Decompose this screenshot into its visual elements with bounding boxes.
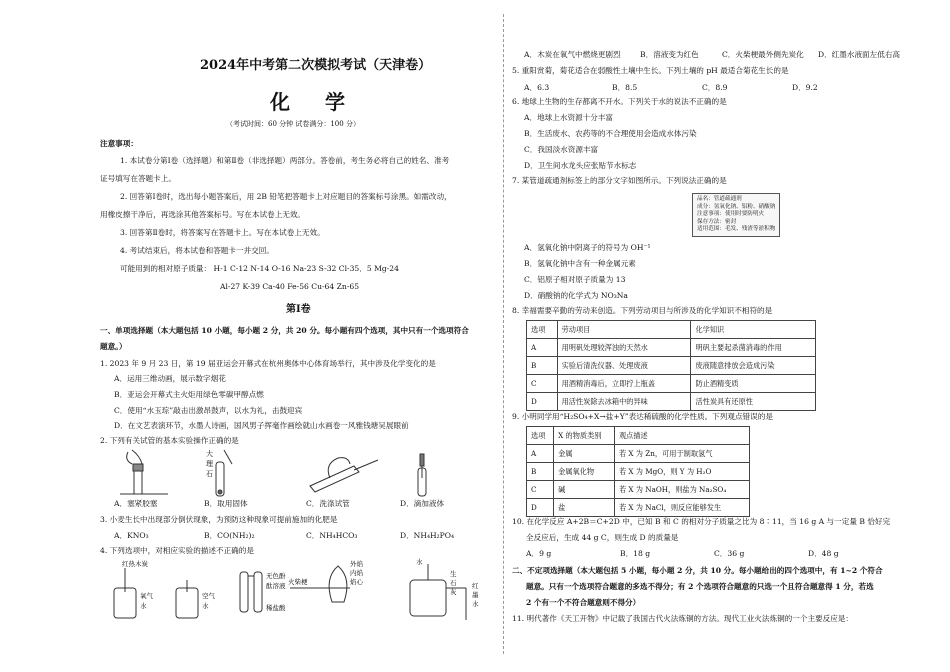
section-heading: 一、单项选择题（本大题包括 10 小题，每小题 2 分，共 20 分。每小题有四个选项，其中只有一个选项符合 xyxy=(100,326,469,335)
q8-table xyxy=(526,320,816,411)
option: A．氢氧化钠中阴离子的符号为 OH⁻¹ xyxy=(524,243,651,252)
table-header-row xyxy=(527,321,816,339)
label-line: 品名：管道疏通剂 xyxy=(697,196,742,202)
fig-label: 生 xyxy=(450,570,457,578)
exam-title: 2024年中考第二次模拟考试（天津卷） xyxy=(200,58,432,73)
cell: C xyxy=(527,481,554,499)
option: A．6.3 xyxy=(524,83,550,92)
atomic-mass-line: Al-27 K-39 Ca-40 Fe-56 Cu-64 Zn-65 xyxy=(220,282,360,291)
cell: C xyxy=(527,375,558,393)
question-stem: 1. 2023 年 9 月 23 日，第 19 届亚运会开幕式在杭州奥体中心体育场举行，其中涉及化学变化的是 xyxy=(100,359,436,368)
option: C．8.9 xyxy=(702,83,728,92)
atomic-mass-line: 可能用到的相对原子质量： H-1 C-12 N-14 O-16 Na-23 S-32 Cl-35．5 Mg-24 xyxy=(120,264,399,273)
option: C．铝原子相对原子质量为 13 xyxy=(524,275,626,284)
fig-label: 火柴梗 xyxy=(288,578,308,586)
cell: 若 X 为 MgO，则 Y 为 H₂O xyxy=(614,463,749,481)
option: A．木炭在氧气中燃烧更剧烈 xyxy=(524,50,621,59)
fig-label: 水 xyxy=(140,602,147,610)
section-heading: 题意。只有一个选项符合题意的多选不得分；有 2 个选项符合题意的只选一个且符合题意得 1 分，若选 xyxy=(526,582,874,591)
cell: 实验后清洗仪器、处理废液 xyxy=(557,357,691,375)
test-tube-figures xyxy=(120,448,500,500)
question-stem: 6. 地球上生物的生存都离不开水。下列关于水的说法不正确的是 xyxy=(512,97,727,106)
table-row xyxy=(527,499,750,517)
question-stem: 10. 在化学反应 A+2B＝C+2D 中，已知 B 和 C 的相对分子质量之比为 8∶11，当 16 g A 与一定量 B 恰好完 xyxy=(512,517,891,526)
fig-label: 外焰 xyxy=(350,560,363,568)
note-line: 4. 考试结束后，将本试卷和答题卡一并交回。 xyxy=(120,246,274,255)
option: D．NH₄H₂PO₄ xyxy=(400,531,455,540)
question-stem: 2. 下列有关试管的基本实验操作正确的是 xyxy=(100,436,239,445)
left-column xyxy=(100,0,496,672)
option: B．氢氧化钠中含有一种金属元素 xyxy=(524,259,636,268)
note-line: 用橡皮擦干净后，再选涂其他答案标号。写在本试卷上无效。 xyxy=(100,210,306,219)
option: C．火柴梗最外侧先炭化 xyxy=(722,50,804,59)
figure-c-wash xyxy=(310,458,378,492)
fig-text: 石 xyxy=(206,470,213,478)
cell: 若 X 为 NaCl，则反应能够发生 xyxy=(614,499,749,517)
fig-label: 焰心 xyxy=(350,578,363,586)
option: C．NH₄HCO₃ xyxy=(306,531,358,540)
question-stem: 7. 某管道疏通剂标签上的部分文字如图所示。下列说法正确的是 xyxy=(512,176,727,185)
option: A．KNO₃ xyxy=(114,531,149,540)
section-title: 第Ⅰ卷 xyxy=(286,304,311,315)
option: D．在文艺表演环节，水墨人诗画，国风男子挥毫作画绘就山水画卷一风雅钱塘吴展眼前 xyxy=(114,421,409,430)
label-line: 注意事项：使用时要防明火 xyxy=(697,211,765,218)
figure-b-solid xyxy=(216,450,232,496)
question-stem: 11. 明代著作《天工开物》中记载了我国古代火法炼铜的方法。现代工业火法炼铜的一个主要反应是： xyxy=(512,614,854,623)
table-row xyxy=(527,393,816,411)
option: B．生活废水、农药等的不合理使用会造成水体污染 xyxy=(524,129,697,138)
fig-label: 红热木炭 xyxy=(122,560,148,568)
figure-a-stopper xyxy=(120,450,168,494)
table-row xyxy=(527,463,750,481)
fig-label: 酞溶液 xyxy=(266,582,286,590)
cell: 防止酒精变质 xyxy=(691,375,816,393)
cell: 废液随意排放会造成污染 xyxy=(691,357,816,375)
option: C．我国淡水资源丰富 xyxy=(524,145,599,154)
cell: 若 X 为 Zn，可用于制取氢气 xyxy=(614,445,749,463)
label-line: 保存方法：密封 xyxy=(697,218,737,225)
table-row xyxy=(527,481,750,499)
header-cell: X 的物质类别 xyxy=(554,427,615,445)
cell: A xyxy=(527,339,558,357)
option: A．地球上水资源十分丰富 xyxy=(524,113,614,122)
fig-label: 稀盐酸 xyxy=(266,604,286,612)
note-line: 1. 本试卷分第Ⅰ卷（选择题）和第Ⅱ卷（非选择题）两部分。答卷前，考生务必将自己的姓名、准考 xyxy=(120,156,450,165)
table-row xyxy=(527,375,816,393)
section-heading: 2 个有一个不符合题意则不得分） xyxy=(526,598,641,607)
option: D．硝酸钠的化学式为 NO₃Na xyxy=(524,291,628,300)
table-header-row xyxy=(527,427,750,445)
note-line: 证号填写在答题卡上。 xyxy=(100,174,176,183)
header-cell: 观点描述 xyxy=(614,427,749,445)
cell: 用活性炭除去冰箱中的异味 xyxy=(557,393,691,411)
option: B．CO(NH₂)₂ xyxy=(204,531,255,540)
column-divider xyxy=(503,14,504,654)
option: B．溶液变为红色 xyxy=(640,50,699,59)
cell: 用酒精消毒后，立即拧上瓶盖 xyxy=(557,375,691,393)
option: C．洗涤试管 xyxy=(306,499,350,508)
option: B．18 g xyxy=(620,549,651,558)
fig-label: 墨 xyxy=(472,591,479,599)
fig-label: 水 xyxy=(416,558,423,566)
cell: 明矾主要起杀菌消毒的作用 xyxy=(691,339,816,357)
table-row xyxy=(527,339,816,357)
table-row xyxy=(527,445,750,463)
product-label xyxy=(692,193,780,237)
header-cell: 化学知识 xyxy=(691,321,816,339)
note-line: 3. 回答第Ⅱ卷时，将答案写在答题卡上。写在本试卷上无效。 xyxy=(120,228,325,237)
fig-text: 理 xyxy=(206,460,213,468)
cell: D xyxy=(527,499,554,517)
fig-label: 水 xyxy=(202,602,209,610)
option: D．卫生间水龙头应张贴节水标志 xyxy=(524,161,637,170)
cell: 金属 xyxy=(554,445,615,463)
fig-label: 无色酚 xyxy=(266,572,286,580)
option: C．36 g xyxy=(714,549,745,558)
q9-table xyxy=(526,426,750,517)
question-stem: 5. 重阳赏菊，菊花适合在弱酸性土壤中生长。下列土壤的 pH 最适合菊花生长的是 xyxy=(512,66,789,75)
cell: 用明矾处理较浑浊的天然水 xyxy=(557,339,691,357)
label-line: 成分：氢氧化钠、铝粉、硝酸钠 xyxy=(697,203,776,210)
header-cell: 选项 xyxy=(527,427,554,445)
option: D．滴加液体 xyxy=(400,499,445,508)
cell: 碱 xyxy=(554,481,615,499)
option: D．9.2 xyxy=(792,83,818,92)
fig-label: 红 xyxy=(472,582,479,590)
cell: B xyxy=(527,463,554,481)
exam-info: （考试时间：60 分钟 试卷满分：100 分） xyxy=(226,120,360,128)
fig-label: 空气 xyxy=(202,592,215,600)
cell: 若 X 为 NaOH，则盐为 Na₂SO₄ xyxy=(614,481,749,499)
fig-label: 内焰 xyxy=(350,569,363,577)
option: A．9 g xyxy=(526,549,552,558)
cell: 活性炭具有还原性 xyxy=(691,393,816,411)
option: B．取用固体 xyxy=(204,499,248,508)
question-stem: 4. 下列选项中，对相应实验的描述不正确的是 xyxy=(100,546,254,555)
fig-label: 石 xyxy=(450,579,457,587)
header-cell: 劳动项目 xyxy=(557,321,691,339)
header-cell: 选项 xyxy=(527,321,558,339)
cell: D xyxy=(527,393,558,411)
option: A．塞紧胶塞 xyxy=(114,499,158,508)
experiment-figures xyxy=(110,558,496,628)
figure-d-drop xyxy=(418,454,426,496)
section-heading: 题意。） xyxy=(100,342,127,351)
option: A．运用三维动画，展示数字烟花 xyxy=(114,374,226,383)
option: D．48 g xyxy=(808,549,839,558)
fig-label: 氧气 xyxy=(140,592,153,600)
option: D．红墨水液面左低右高 xyxy=(818,50,901,59)
fig-text: 大 xyxy=(206,450,213,458)
fig-label: 水 xyxy=(472,600,479,608)
note-line: 2. 回答第Ⅰ卷时，选出每小题答案后，用 2B 铅笔把答题卡上对应题目的答案标号涂黑。如需改动， xyxy=(120,192,452,201)
section-heading: 二、不定项选择题（本大题包括 5 小题，每小题 2 分，共 10 分。每小题给出的四个选项中，有 1~2 个符合 xyxy=(512,566,883,575)
option: B．亚运会开幕式主火炬用绿色零碳甲醇点燃 xyxy=(114,390,264,399)
fig-label: 灰 xyxy=(450,588,457,596)
question-stem: 3. 小麦生长中出现部分倒伏现象，为预防这种现象可提前施加的化肥是 xyxy=(100,515,338,524)
option: B．8.5 xyxy=(612,83,638,92)
notes-heading: 注意事项： xyxy=(100,139,138,148)
cell: 盐 xyxy=(554,499,615,517)
cell: 金属氧化物 xyxy=(554,463,615,481)
question-stem: 9. 小明同学用“H₂SO₄+X→盐+Y”表达稀硫酸的化学性质。下列观点错误的是 xyxy=(512,412,773,421)
label-line: 适用范围：毛发、残渣等淤积物 xyxy=(697,226,776,233)
cell: A xyxy=(527,445,554,463)
question-stem: 全反应后，生成 44 g C，则生成 D 的质量是 xyxy=(526,533,679,542)
cell: B xyxy=(527,357,558,375)
right-column xyxy=(512,0,912,672)
option: C．使用“水玉琮”敲击出激昂鼓声，以水为礼，击鼓迎宾 xyxy=(114,406,303,415)
question-stem: 8. 幸福需要辛勤的劳动来创造。下列劳动项目与所涉及的化学知识不相符的是 xyxy=(512,306,773,315)
table-row xyxy=(527,357,816,375)
subject-title: 化 学 xyxy=(270,90,359,114)
